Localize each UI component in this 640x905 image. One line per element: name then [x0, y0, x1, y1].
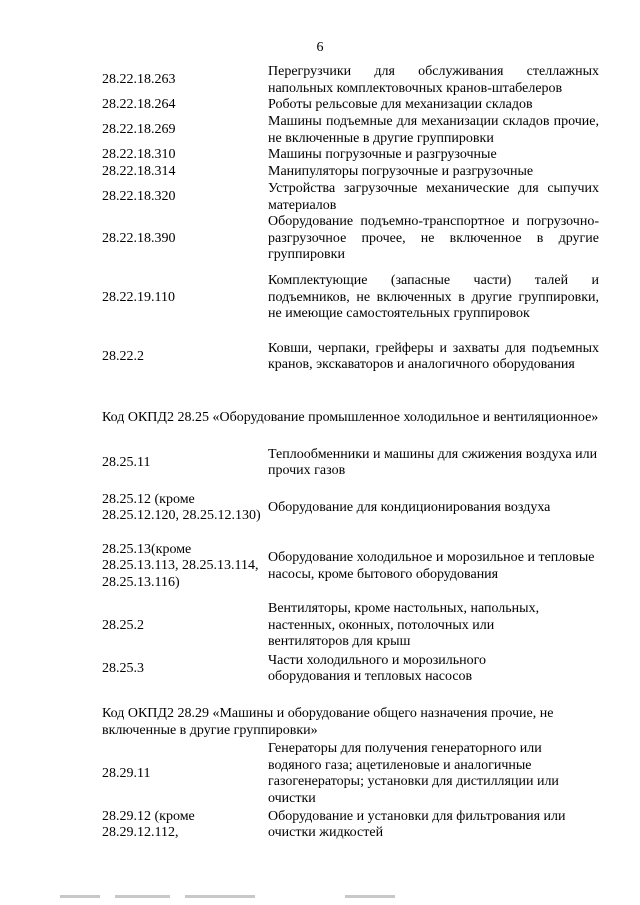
okpd-code: 28.22.18.269	[102, 122, 176, 138]
okpd-code: 28.22.18.263	[102, 72, 176, 88]
table-row	[102, 97, 599, 114]
table-row	[102, 181, 599, 214]
okpd-code: 28.25.11	[102, 454, 151, 470]
okpd-code: 28.22.18.264	[102, 97, 176, 113]
section3-table	[102, 740, 599, 842]
okpd-code: 28.29.11	[102, 765, 151, 781]
okpd-code: 28.25.3	[102, 660, 144, 676]
section-heading: Код ОКПД2 28.29 «Машины и оборудование общего назначения прочие, не включенные в другие группировки»	[102, 706, 554, 738]
okpd-description: Машины погрузочные и разгрузочные	[268, 147, 497, 163]
okpd-description: Вентиляторы, кроме настольных, напольных, настенных, оконных, потолочных или вентиляторов для крыш	[268, 601, 540, 650]
table-row	[102, 533, 599, 600]
okpd-code: 28.22.19.110	[102, 289, 175, 305]
okpd-description: Роботы рельсовые для механизации складов	[268, 97, 533, 113]
table-row	[102, 652, 599, 686]
page-number: 6	[316, 40, 324, 55]
footer-mark	[185, 895, 255, 898]
okpd-description: Перегрузчики для обслуживания стеллажных напольных комплектовочных кранов-штабелеров	[268, 64, 599, 96]
okpd-code: 28.22.18.320	[102, 189, 176, 205]
okpd-description: Теплообменники и машины для сжижения воздуха или прочих газов	[268, 446, 598, 478]
footer-mark	[345, 895, 395, 898]
okpd-description: Части холодильного и морозильного оборудования и тепловых насосов	[268, 652, 487, 684]
table-row	[102, 483, 599, 533]
okpd-description: Машины подъемные для механизации складов прочие, не включенные в другие группировки	[268, 114, 599, 146]
table-row	[102, 446, 599, 480]
okpd-description: Оборудование подъемно-транспортное и погрузочно-разгрузочное прочее, не включенное в другие группировки	[268, 214, 599, 263]
table-row	[102, 64, 599, 97]
okpd-code: 28.25.2	[102, 617, 144, 633]
okpd-description: Генераторы для получения генераторного или водяного газа; ацетиленовые и аналогичные газогенераторы; установки для дистилляции или очистки	[268, 741, 559, 806]
section-heading: Код ОКПД2 28.25 «Оборудование промышленное холодильное и вентиляционное»	[102, 410, 599, 425]
okpd-code: 28.25.13(кроме 28.25.13.113, 28.25.13.114, 28.25.13.116)	[102, 541, 259, 590]
table-row	[102, 164, 599, 181]
table-row	[102, 114, 599, 147]
table-row	[102, 600, 599, 652]
okpd-code: 28.22.18.390	[102, 230, 176, 246]
table-row	[102, 147, 599, 164]
okpd-code: 28.22.18.314	[102, 164, 176, 180]
okpd-description: Оборудование холодильное и морозильное и тепловые насосы, кроме бытового оборудования	[268, 550, 595, 582]
okpd-description: Оборудование и установки для фильтрования или очистки жидкостей	[268, 808, 566, 840]
section1-table	[102, 64, 599, 382]
okpd-description: Комплектующие (запасные части) талей и подъемников, не включенных в другие группировки, не имеющие самостоятельных группировок	[268, 273, 599, 322]
footer-mark	[115, 895, 170, 898]
okpd-description: Манипуляторы погрузочные и разгрузочные	[268, 164, 534, 180]
table-row	[102, 740, 599, 808]
okpd-description: Устройства загрузочные механические для сыпучих материалов	[268, 181, 599, 213]
okpd-code: 28.29.12 (кроме 28.29.12.112,	[102, 808, 195, 840]
table-row	[102, 264, 599, 332]
okpd-description: Оборудование для кондиционирования воздуха	[268, 499, 551, 515]
table-row	[102, 214, 599, 264]
okpd-code: 28.22.18.310	[102, 147, 176, 163]
okpd-description: Ковши, черпаки, грейферы и захваты для подъемных кранов, экскаваторов и аналогичного оборудования	[268, 340, 599, 372]
section2-table	[102, 446, 599, 686]
okpd-code: 28.22.2	[102, 348, 144, 364]
okpd-code: 28.25.12 (кроме 28.25.12.120, 28.25.12.130)	[102, 491, 261, 523]
footer-mark	[60, 895, 100, 898]
table-row	[102, 808, 599, 842]
table-row	[102, 332, 599, 382]
